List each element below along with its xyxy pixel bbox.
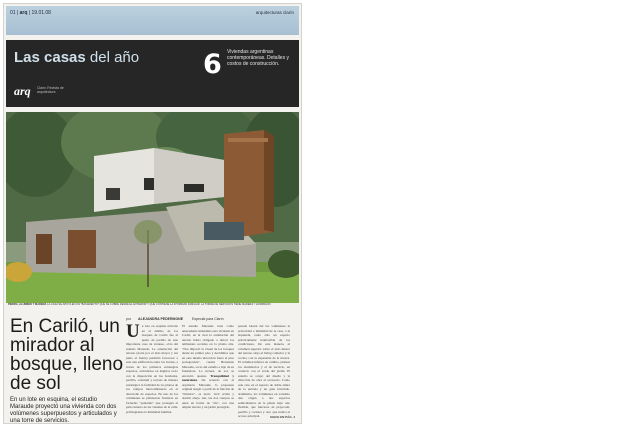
caption-text: LA CASA SE APOYA EN UN "BASAMENTO" QUE SE CUBRE DESDE EL EXTERIOR Y QUE CONTIENE LA INTIMIDAD FAMILIAR. LA TORRE DE SERVICIOS TIENE MADERA Y HORMIGÓN — [47, 303, 271, 306]
continued-note: SIGUE EN PÁG. 4 — [269, 415, 295, 419]
banner-title — [14, 49, 139, 66]
newspaper-page — [3, 3, 302, 424]
column-2-subhead: Tranquilidad y naturaleza. — [182, 373, 234, 382]
byline — [126, 317, 224, 321]
banner-number: 6 — [203, 49, 222, 80]
header-left: 01 | arq | 19.01.08 — [10, 10, 51, 16]
arq-logo-subtitle: Clarín Revista de arquitectura — [37, 86, 64, 94]
caption-credit: PIEDRA, ALUMINIO Y MADERA — [8, 303, 47, 306]
column-1-text: n lote en esquina ubicado en el ámbito de los bosques de Cariló fue el punto de partida de este importante casa de veraneo, obra del estudio Maraude. La orientación del terreno (norte por el lado mayor y sur junto al frente) permitió favorecer a esta una edificación entre los bordes, a través de los primeros estrategias espacios, articulados en ángulos recto con la disposición en las bondades, parrilla, solarium y terraza de manera estratégica la facilidad de los planos de los campos intercambiando en el desarrollo de espacios. En uno de los volúmenes se plantearon fronteras en fachadas "pantallas" que protegen el patio interno de las visuales de la calle, privilegiando la intimidad familiar. — [126, 324, 178, 414]
column-3-text: pesado lateral del los volúmenes la privacidad e intimidad de la casa, a la izquierda, tanto sólo un espacio prácticamente inamovible de los condiciones. De esta manera, el volumen superior sobre el lado menor del terreno aloja el living comedor y la cocina, con la expansión de la terraza. El volumen inferior en cambio, plantea los dormitorios y el de servicio, en contacto con el verde del jardín. El estudio se ocupó del diseño y la dirección de obra al accesorio. Como este caso en el espacio de doble altura de la entrada y un guía invertido. Asimismo, los volúmenes en voladizo dan origen a dos espacios semicubiertos en la planta baja: uno flexible, que funciona de playroom, parrilla y cochera y otro que indica el acceso principal. — [238, 324, 290, 418]
article-column-1 — [126, 324, 178, 424]
page-number: 01 — [10, 10, 16, 16]
column-2-text-continued: De acuerdo con el arquitecto Maraude, la propuesta original surgió a partir de la función de "mirador", es decir, vivir arriba y dormir abajo. Así, las dos cuerpos se unen en forma de "ele", con una amplia terraza y un jardín protegido. — [182, 378, 234, 409]
article-column-3 — [238, 324, 290, 424]
byline-author: ALEJANDRA PEDERMONE — [138, 317, 184, 321]
byline-role: Especial para Clarín — [192, 317, 224, 321]
byline-label: por — [126, 317, 132, 321]
column-2-text: El estudio Maraude trata como antecedente inmediata esta vivienda en Cariló, en la cual la ondulación del terreno había obligado a ubicar los ambientes sociales en la planta alta. "Nos importó la visual de los bosques desde un primer piso y decidimos que en esta misma ubicación fuera el piso protagonista", cuenta Hernando Maraude, socio del estudio e hijo de su fundadora. La terraza, de sol, se encontró apenas. — [182, 324, 234, 378]
issue-date: 19.01.08 — [31, 10, 51, 16]
article-deck: En un lote en esquina, el estudio Maraude proyectó una vivienda con dos volúmenes superpuestos y articulados y una torre de servicios. — [10, 397, 117, 424]
banner-title-light: del año — [85, 49, 140, 66]
house-photo — [6, 112, 299, 303]
cover-banner — [6, 40, 299, 107]
article-headline: En Cariló, un mirador al bosque, lleno de sol — [10, 316, 124, 394]
article-column-2 — [182, 324, 234, 424]
banner-title-bold: Las casas — [14, 49, 86, 66]
photo-caption — [8, 303, 299, 306]
section-label: arq — [19, 10, 28, 16]
header-right: arquitecturas clarín — [255, 10, 294, 15]
banner-description: Viviendas argentinas contemporáneas. Detalles y costos de construcción. — [227, 49, 289, 67]
page-header — [6, 6, 299, 35]
drop-cap: U — [126, 324, 140, 342]
arq-logo: arq — [14, 84, 31, 98]
